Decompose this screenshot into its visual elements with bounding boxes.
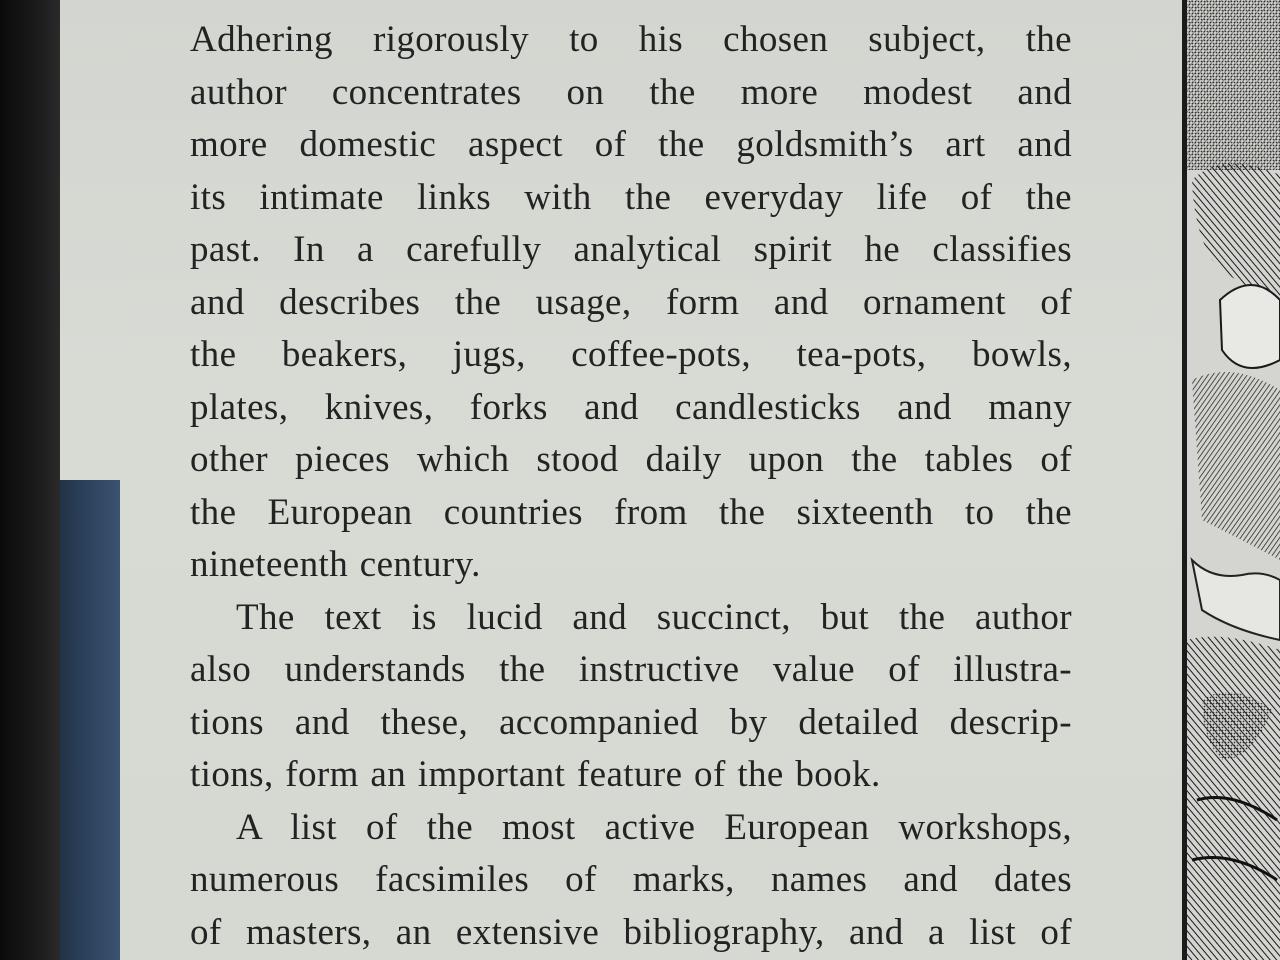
- text-line: The text is lucid and succinct, but the author: [236, 596, 1072, 638]
- paragraph-3: [190, 802, 1072, 960]
- text-line: nineteenth century.: [190, 544, 481, 585]
- text-line: its intimate links with the everyday life of the: [190, 176, 1072, 218]
- text-line: also understands the instructive value of illustra-: [190, 649, 1072, 690]
- paragraph-2: [190, 592, 1072, 802]
- text-line: tions, form an important feature of the book.: [190, 754, 881, 795]
- blurb-text: [190, 14, 1072, 959]
- text-line: Adhering rigorously to his chosen subject, the: [190, 19, 1072, 60]
- text-line: the European countries from the sixteenth to the: [190, 491, 1072, 533]
- engraving-illustration: [1182, 0, 1280, 960]
- text-line: more domestic aspect of the goldsmith’s art and: [190, 124, 1072, 165]
- text-line: tions and these, accompanied by detailed descrip-: [190, 701, 1072, 743]
- book-spine-edge: [0, 0, 60, 960]
- paragraph-1: [190, 14, 1072, 592]
- text-line: author concentrates on the more modest and: [190, 71, 1072, 113]
- text-line: past. In a carefully analytical spirit he classifies: [190, 229, 1072, 270]
- text-line: of masters, an extensive bibliography, and a list of: [190, 911, 1072, 953]
- text-line: other pieces which stood daily upon the tables of: [190, 439, 1072, 480]
- text-line: the beakers, jugs, coffee-pots, tea-pots, bowls,: [190, 334, 1072, 375]
- text-line: and describes the usage, form and ornament of: [190, 281, 1072, 323]
- blue-cover-strip: [60, 480, 120, 960]
- text-line: plates, knives, forks and candlesticks and many: [190, 386, 1072, 428]
- text-line: A list of the most active European workshops,: [236, 806, 1072, 848]
- text-line: numerous facsimiles of marks, names and dates: [190, 859, 1072, 900]
